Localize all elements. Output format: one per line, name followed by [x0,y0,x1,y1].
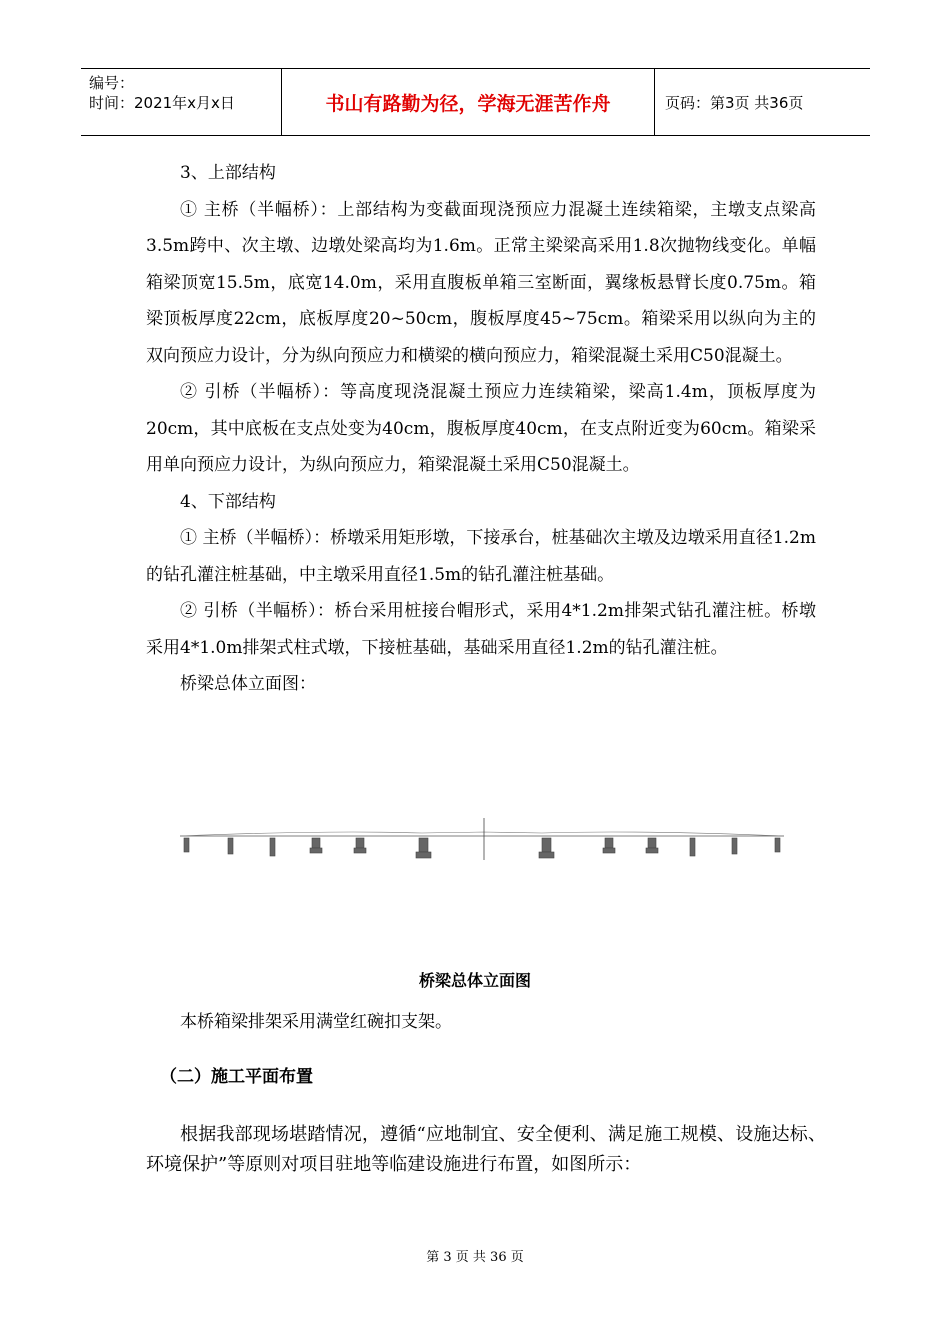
heading-superstructure: 3、上部结构 [180,163,276,183]
figure-caption: 桥梁总体立面图 [418,971,531,990]
heading-substructure: 4、下部结构 [180,491,276,512]
bridge-elevation-drawing [172,810,792,870]
paragraph-scaffold: 本桥箱梁排架采用满堂红碗扣支架。 [180,1012,452,1032]
header-table [81,68,870,136]
paragraph-main-bridge-substructure: ① 主桥（半幅桥）：桥墩采用矩形墩，下接承台，桩基础次主墩及边墩采用直径1.2m的钻孔灌注桩基础，中主墩采用直径1.5m的钻孔灌注桩基础。 [146,528,816,585]
paragraph-site-layout: 根据我部现场堪踏情况，遵循“应地制宜、安全便利、满足施工规模、设施达标、环境保护”等原则对项目驻地等临建设施进行布置，如图所示： [146,1124,826,1175]
section-heading-site-layout: （二）施工平面布置 [160,1067,313,1087]
paragraph-approach-bridge-superstructure: ② 引桥（半幅桥）：等高度现浇混凝土预应力连续箱梁，梁高1.4m，顶板厚度为20cm，其中底板在支点处变为40cm，腹板厚度40cm，在支点附近变为60cm。箱梁采用单向预应力设计，为纵向预应力，箱梁混凝土采用C50混凝土。 [146,382,816,475]
header-motto: 书山有路勤为径，学海无涯苦作舟 [282,69,655,135]
document-number-label: 编号： [89,74,135,92]
header-left-cell [81,69,282,135]
document-time-label: 时间：2021年x月x日 [89,94,235,112]
site-layout-content [146,1120,826,1180]
figure-intro: 桥梁总体立面图： [180,674,316,694]
main-content [146,155,816,703]
scaffold-note [146,1004,816,1041]
paragraph-approach-bridge-substructure: ② 引桥（半幅桥）：桥台采用桩接台帽形式，采用4*1.2m排架式钻孔灌注桩。桥墩采用4*1.0m排架式柱式墩，下接桩基础，基础采用直径1.2m的钻孔灌注桩。 [146,601,816,658]
paragraph-main-bridge-superstructure: ① 主桥（半幅桥）：上部结构为变截面现浇预应力混凝土连续箱梁，主墩支点梁高3.5m跨中、次主墩、边墩处梁高均为1.6m。正常主梁梁高采用1.8次抛物线变化。单幅箱梁顶宽15.5m，底宽14.0m，采用直腹板单箱三室断面，翼缘板悬臂长度0.75m。箱梁顶板厚度22cm，底板厚度20~50cm，腹板厚度45~75cm。箱梁采用以纵向为主的双向预应力设计，分为纵向预应力和横梁的横向预应力，箱梁混凝土采用C50混凝土。 [146,199,816,366]
page-footer: 第 3 页 共 36 页 [426,1250,524,1265]
header-page-info: 页码：第3页 共36页 [665,93,804,112]
